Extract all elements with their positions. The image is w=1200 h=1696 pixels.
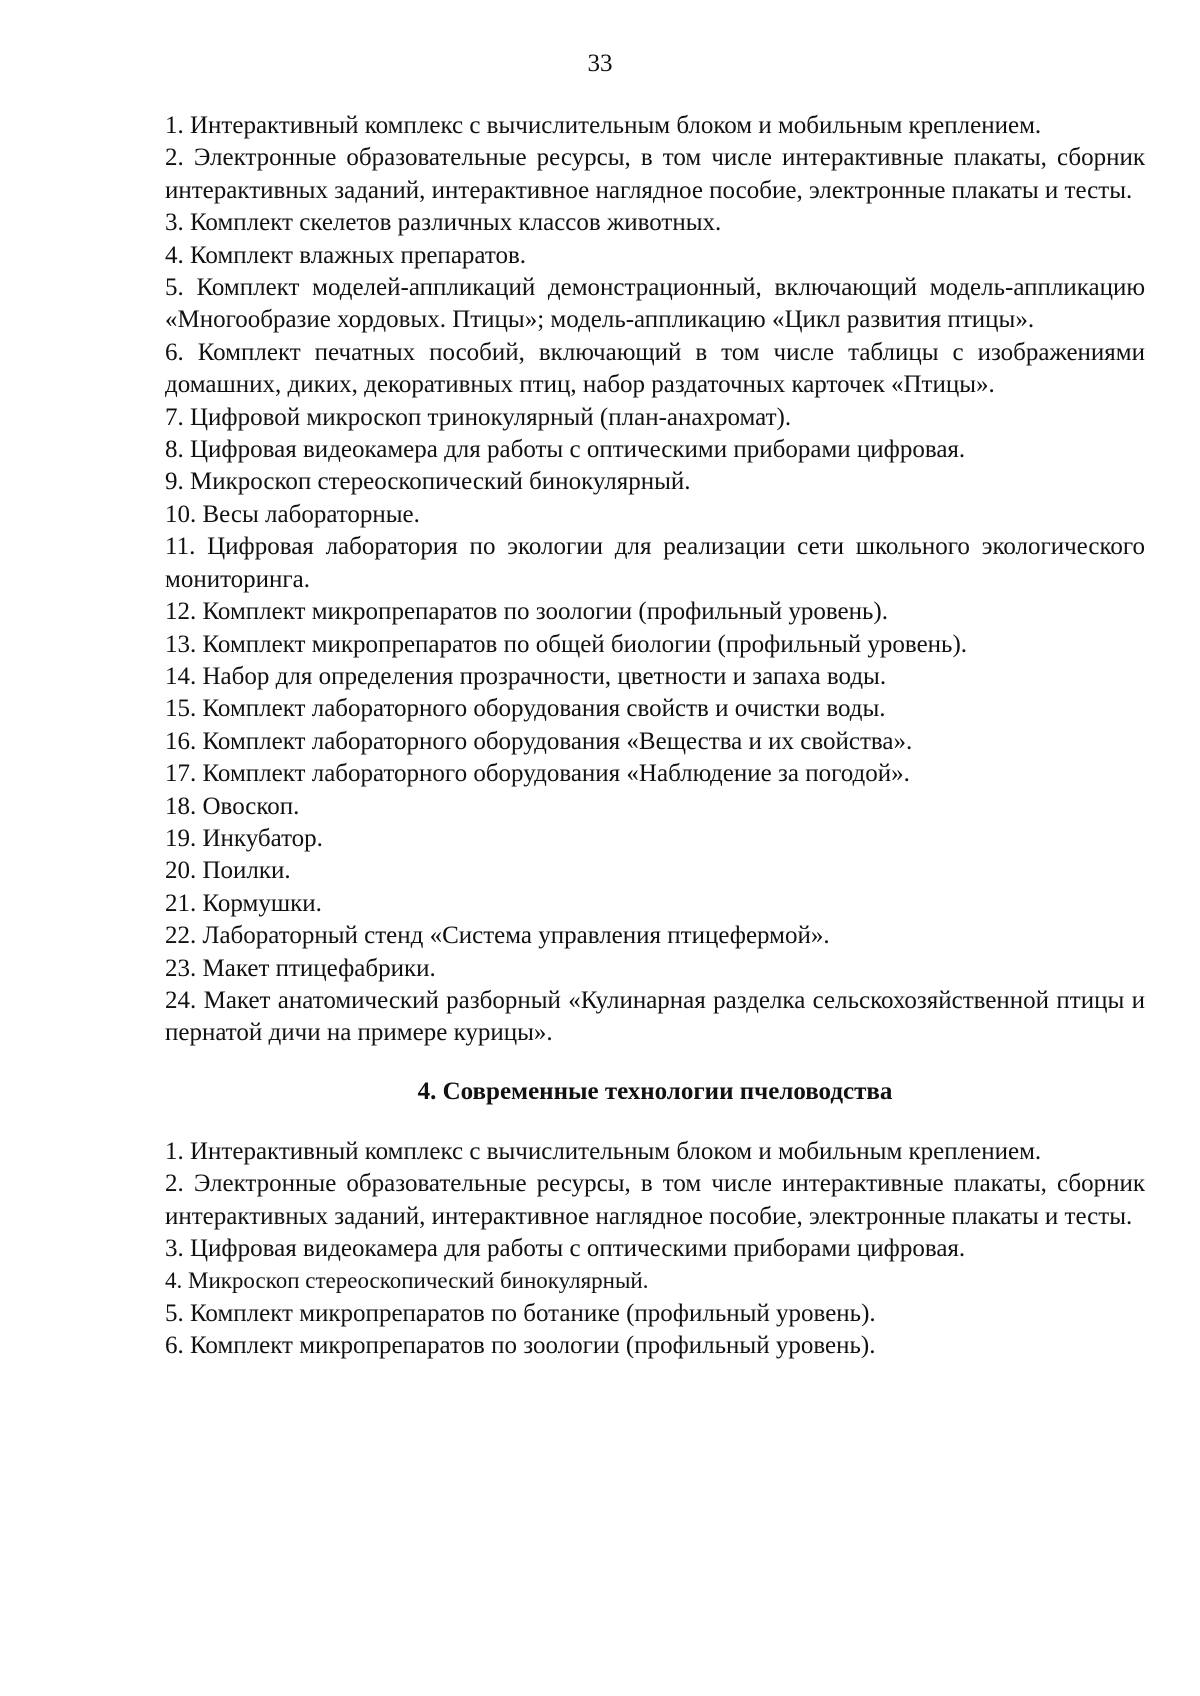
list-item: 22. Лабораторный стенд «Система управления птицефермой». (165, 922, 830, 950)
list-item: 24. Макет анатомический разборный «Кулинарная разделка сельскохозяйственной птицы и пернатой дичи на примере курицы». (165, 986, 1145, 1047)
list-item: 1. Интерактивный комплекс с вычислительным блоком и мобильным креплением. (165, 112, 1042, 139)
list-item: 21. Кормушки. (165, 889, 322, 917)
list-item: 16. Комплект лабораторного оборудования «Вещества и их свойства». (165, 727, 913, 755)
list-item: 19. Инкубатор. (165, 824, 323, 852)
list-item: 12. Комплект микропрепаратов по зоологии (профильный уровень). (165, 598, 888, 626)
list-item: 14. Набор для определения прозрачности, цветности и запаха воды. (165, 662, 887, 690)
list-item: 18. Овоскоп. (165, 792, 300, 820)
list-item: 4. Комплект влажных препаратов. (165, 241, 527, 269)
list-item: 3. Комплект скелетов различных классов животных. (165, 209, 722, 237)
list-item: 3. Цифровая видеокамера для работы с оптическими приборами цифровая. (165, 1235, 966, 1262)
list-item: 20. Поилки. (165, 857, 291, 885)
equipment-list-section-3 (165, 110, 1145, 1050)
list-item: 17. Комплект лабораторного оборудования «Наблюдение за погодой». (165, 760, 910, 788)
page-number: 33 (587, 50, 613, 77)
document-body (165, 110, 1145, 1363)
list-item: 23. Макет птицефабрики. (165, 954, 436, 982)
list-item: 15. Комплект лабораторного оборудования свойств и очистки воды. (165, 695, 886, 723)
list-item: 8. Цифровая видеокамера для работы с оптическими приборами цифровая. (165, 436, 966, 464)
equipment-list-section-4 (165, 1136, 1145, 1363)
list-item: 5. Комплект моделей-аппликаций демонстрационный, включающий модель-аппликацию «Многообразие хордовых. Птицы»; модель-аппликацию «Цикл развития птицы». (165, 274, 1145, 334)
list-item: 6. Комплект печатных пособий, включающий в том числе таблицы с изображениями домашних, диких, декоративных птиц, набор раздаточных карточек «Птицы». (165, 338, 1145, 399)
list-item: 2. Электронные образовательные ресурсы, в том числе интерактивные плакаты, сборник интерактивных заданий, интерактивное наглядное пособие, электронные плакаты и тесты. (165, 1170, 1145, 1230)
list-item: 11. Цифровая лаборатория по экологии для реализации сети школьного экологического мониторинга. (165, 533, 1145, 593)
list-item: 2. Электронные образовательные ресурсы, в том числе интерактивные плакаты, сборник интерактивных заданий, интерактивное наглядное пособие, электронные плакаты и тесты. (165, 144, 1145, 204)
list-item: 6. Комплект микропрепаратов по зоологии (профильный уровень). (165, 1332, 876, 1360)
list-item: 13. Комплект микропрепаратов по общей биологии (профильный уровень). (165, 630, 968, 658)
section-heading: 4. Современные технологии пчеловодства (417, 1077, 893, 1105)
list-item: 5. Комплект микропрепаратов по ботанике (профильный уровень). (165, 1299, 876, 1327)
list-item: 1. Интерактивный комплекс с вычислительным блоком и мобильным креплением. (165, 1137, 1042, 1165)
list-item: 9. Микроскоп стереоскопический бинокулярный. (165, 468, 691, 496)
list-item: 7. Цифровой микроскоп тринокулярный (план-анахромат). (165, 403, 792, 431)
list-item: 10. Весы лабораторные. (165, 500, 420, 528)
list-item: 4. Микроскоп стереоскопический бинокулярный. (165, 1268, 649, 1294)
